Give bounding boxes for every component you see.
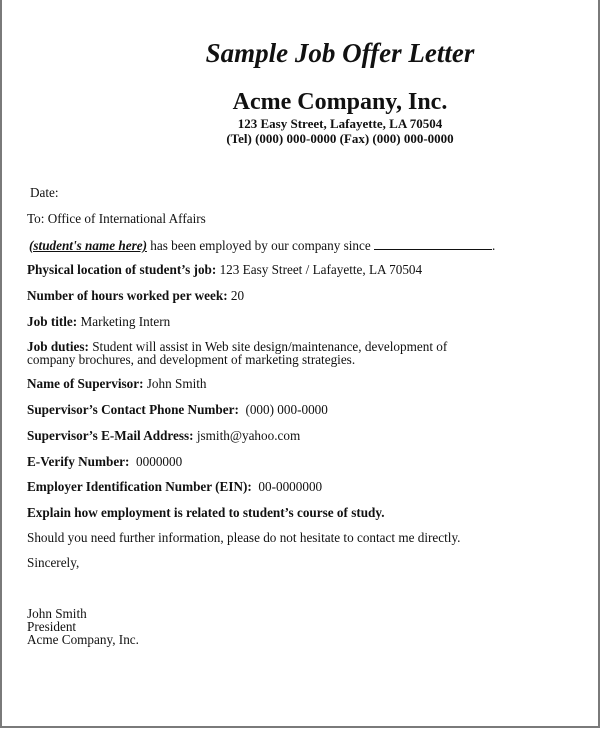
- field-label: Physical location of student’s job:: [27, 262, 217, 277]
- recipient-line: To: Office of International Affairs: [27, 211, 206, 226]
- company-contact: (Tel) (000) 000-0000 (Fax) (000) 000-0000: [226, 131, 454, 146]
- start-date-blank: [374, 238, 492, 250]
- field-value: 20: [227, 288, 245, 303]
- field-job-duties: [27, 340, 447, 366]
- field-value-continued: company brochures, and development of marketing strategies.: [27, 352, 356, 367]
- field-hours: [27, 289, 244, 302]
- field-everify: [27, 455, 182, 468]
- student-name-placeholder: (student's name here): [29, 238, 147, 253]
- signer-name: John Smith: [27, 606, 87, 621]
- company-name: Acme Company, Inc.: [232, 89, 448, 115]
- field-label: Supervisor’s E-Mail Address:: [27, 428, 194, 443]
- letter-title: Sample Job Offer Letter: [205, 38, 475, 68]
- field-job-title: [27, 315, 170, 328]
- field-label: Number of hours worked per week:: [27, 288, 228, 303]
- field-label: Supervisor’s Contact Phone Number:: [27, 402, 239, 417]
- field-value: Marketing Intern: [77, 314, 171, 329]
- field-email: [27, 429, 300, 442]
- field-ein: [27, 480, 322, 493]
- employment-text: has been employed by our company since: [146, 238, 375, 253]
- field-label: Job title:: [27, 314, 78, 329]
- field-supervisor: [27, 377, 207, 390]
- field-value: Student will assist in Web site design/maintenance, development of: [88, 339, 448, 354]
- signer-company: Acme Company, Inc.: [27, 632, 139, 647]
- signer-role: President: [27, 619, 77, 634]
- field-label: Name of Supervisor:: [27, 376, 144, 391]
- field-value: (000) 000-0000: [238, 402, 328, 417]
- date-label: Date:: [30, 185, 59, 200]
- field-value: 00-0000000: [251, 479, 323, 494]
- field-label: E-Verify Number:: [27, 454, 130, 469]
- field-location: [27, 263, 422, 276]
- field-value: 123 Easy Street / Lafayette, LA 70504: [216, 262, 423, 277]
- explain-prompt: Explain how employment is related to student’s course of study.: [27, 505, 385, 520]
- contact-line: Should you need further information, please do not hesitate to contact me directly.: [27, 530, 461, 545]
- field-label: Employer Identification Number (EIN):: [27, 479, 252, 494]
- field-value: 0000000: [129, 454, 183, 469]
- field-phone: [27, 403, 328, 416]
- field-value: jsmith@yahoo.com: [193, 428, 301, 443]
- closing: Sincerely,: [27, 555, 80, 570]
- field-value: John Smith: [143, 376, 207, 391]
- employment-line: (student's name here) has been employed by our company since .: [29, 238, 496, 253]
- company-address: 123 Easy Street, Lafayette, LA 70504: [237, 116, 443, 131]
- field-label: Job duties:: [27, 339, 89, 354]
